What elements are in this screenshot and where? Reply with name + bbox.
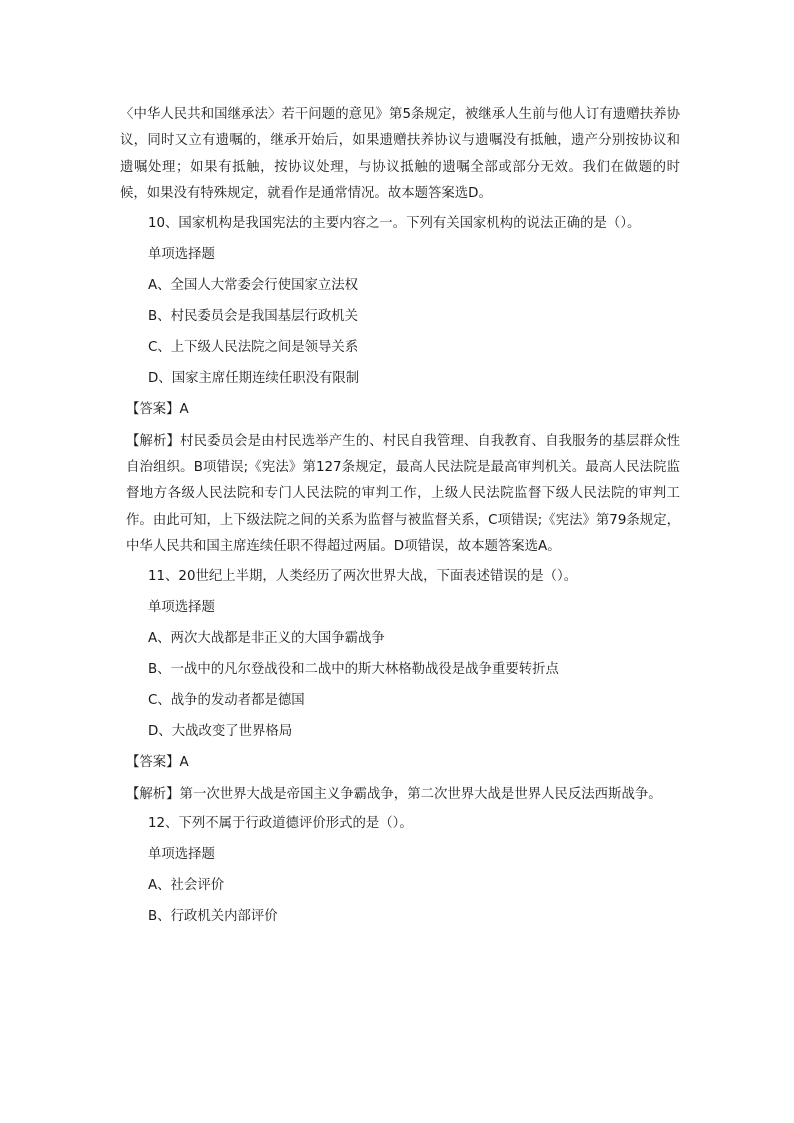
- question-type: 单项选择题: [148, 599, 215, 615]
- option-b: B、一战中的凡尔登战役和二战中的斯大林格勒战役是战争重要转折点: [148, 661, 559, 677]
- option-a: A、全国人大常委会行使国家立法权: [148, 277, 359, 293]
- question-stem: 11、20世纪上半期，人类经历了两次世界大战，下面表述错误的是（）。: [148, 568, 578, 584]
- option-c: C、战争的发动者都是德国: [148, 692, 305, 708]
- option-b: B、行政机关内部评价: [148, 909, 278, 925]
- question-stem: 12、下列不属于行政道德评价形式的是（）。: [148, 816, 413, 832]
- option-d: D、大战改变了世界格局: [148, 723, 293, 739]
- option-b: B、村民委员会是我国基层行政机关: [148, 308, 359, 324]
- question-stem: 10、国家机构是我国宪法的主要内容之一。下列有关国家机构的说法正确的是（）。: [148, 215, 641, 231]
- answer: 【答案】A: [126, 401, 189, 417]
- question-type: 单项选择题: [148, 847, 215, 863]
- answer: 【答案】A: [126, 754, 189, 770]
- option-a: A、社会评价: [148, 878, 225, 894]
- analysis: 【解析】村民委员会是由村民选举产生的、村民自我管理、自我教育、自我服务的基层群众性自治组织。B项错误;《宪法》第127条规定，最高人民法院是最高审判机关。最高人民法院监督地方各级人民法院和专门人民法院的审判工作，上级人民法院监督下级人民法院的审判工作。由此可知，上下级法院之间的关系为监督与被监督关系，C项错误;《宪法》第79条规定，中华人民共和国主席连续任职不得超过两届。D项错误，故本题答案选A。: [126, 433, 680, 555]
- analysis: 【解析】第一次世界大战是帝国主义争霸战争，第二次世界大战是世界人民反法西斯战争。: [126, 786, 662, 802]
- option-d: D、国家主席任期连续任职没有限制: [148, 370, 360, 386]
- question-type: 单项选择题: [148, 246, 215, 262]
- option-a: A、两次大战都是非正义的大国争霸战争: [148, 630, 385, 646]
- document-body: [120, 102, 680, 932]
- option-c: C、上下级人民法院之间是领导关系: [148, 339, 359, 355]
- intro-explanation: 〈中华人民共和国继承法〉若干问题的意见》第5条规定，被继承人生前与他人订有遗赠扶养协议，同时又立有遗嘱的，继承开始后，如果遗赠扶养协议与遗嘱没有抵触，遗产分别按协议和遗嘱处理；如果有抵触，按协议处理，与协议抵触的遗嘱全部或部分无效。我们在做题的时候，如果没有特殊规定，就看作是通常情况。故本题答案选D。: [120, 107, 680, 202]
